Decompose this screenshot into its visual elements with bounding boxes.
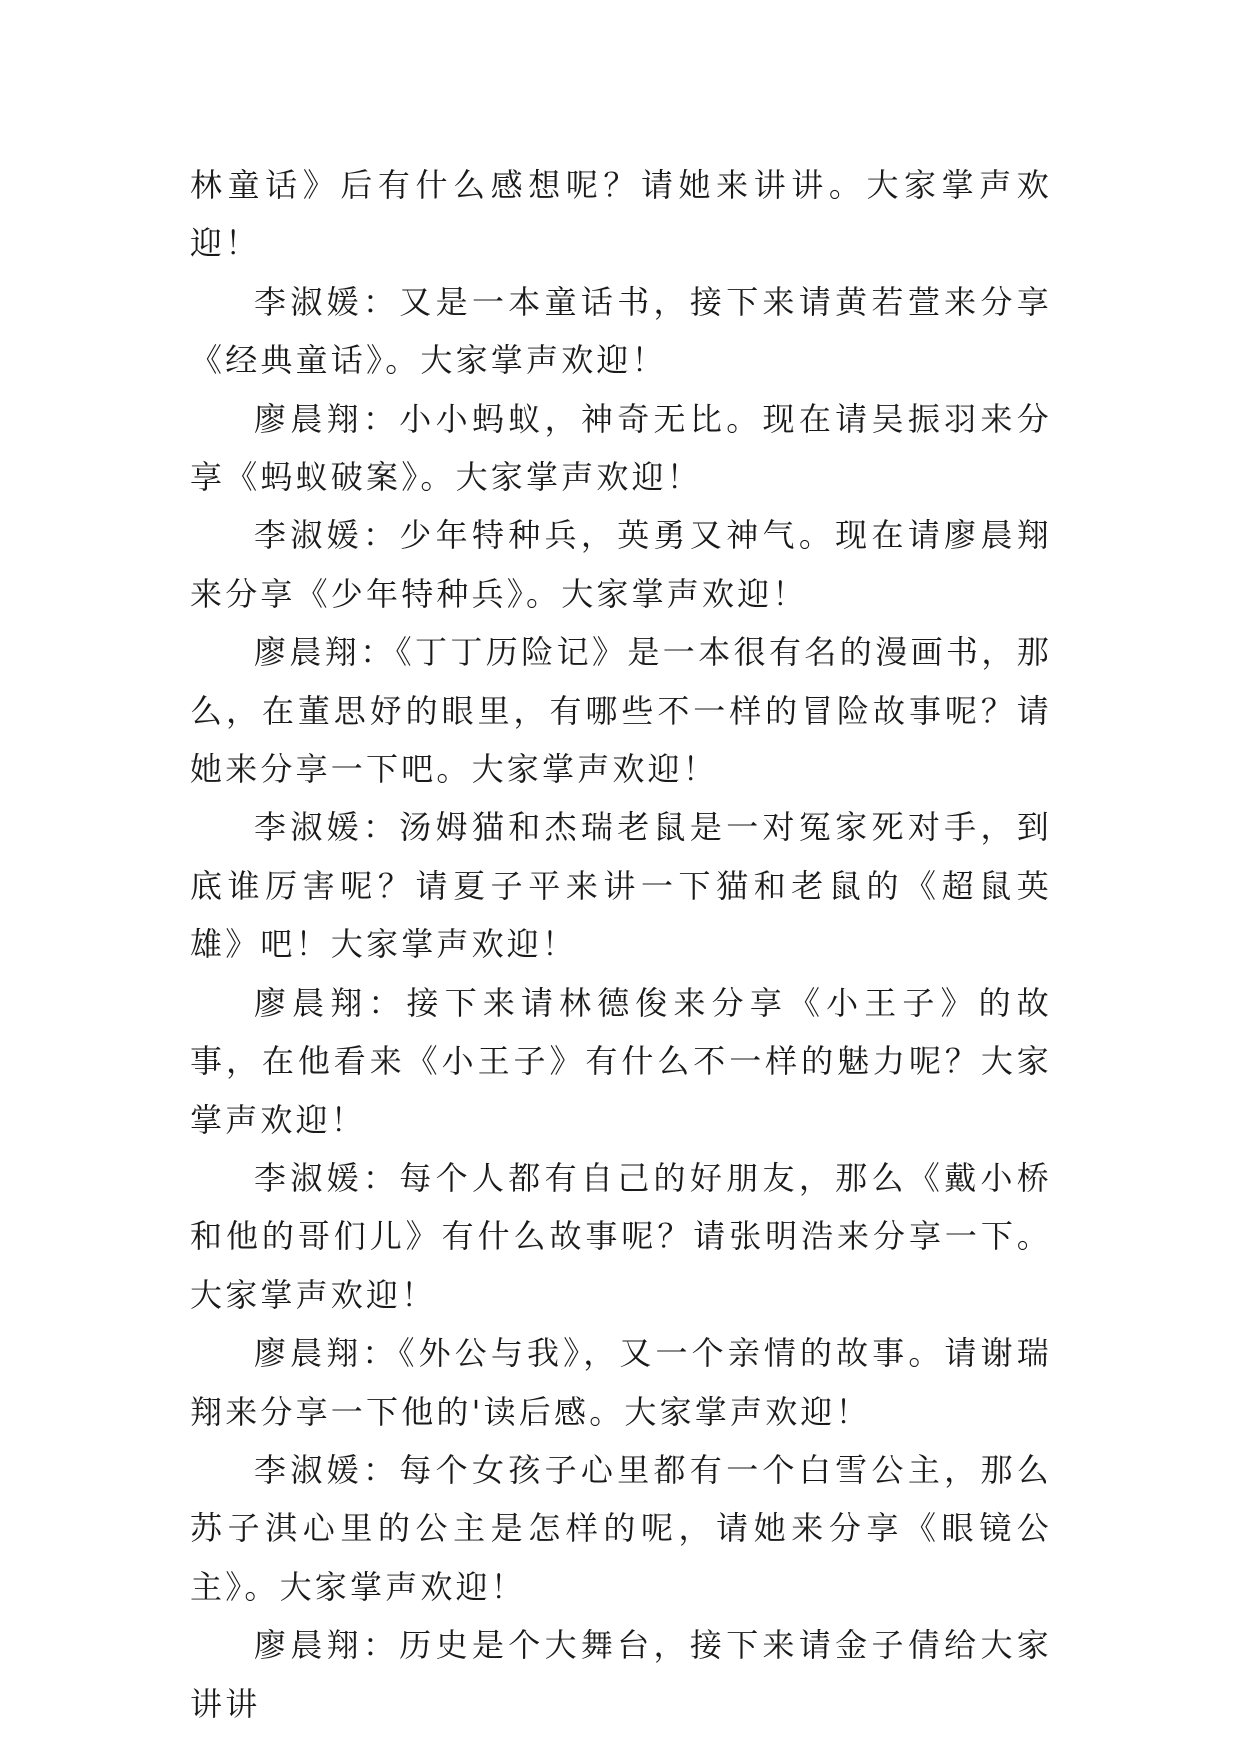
paragraph: 廖晨翔：《外公与我》，又一个亲情的故事。请谢瑞翔来分享一下他的'读后感。大家掌声欢迎！ xyxy=(190,1334,1052,1431)
paragraph: 李淑媛：少年特种兵，英勇又神气。现在请廖晨翔来分享《少年特种兵》。大家掌声欢迎！ xyxy=(190,516,1052,613)
paragraph: 廖晨翔：历史是个大舞台，接下来请金子倩给大家讲讲 xyxy=(190,1626,1052,1723)
document-body xyxy=(190,156,1052,1733)
paragraph: 李淑媛：每个人都有自己的好朋友，那么《戴小桥和他的哥们儿》有什么故事呢？请张明浩来分享一下。大家掌声欢迎！ xyxy=(190,1158,1052,1314)
paragraph: 李淑媛：又是一本童话书，接下来请黄若萱来分享《经典童话》。大家掌声欢迎！ xyxy=(190,282,1052,380)
paragraph-continued: 林童话》后有什么感想呢？请她来讲讲。大家掌声欢迎！ xyxy=(190,166,1052,263)
paragraph: 廖晨翔：《丁丁历险记》是一本很有名的漫画书，那么，在董思妤的眼里，有哪些不一样的冒险故事呢？请她来分享一下吧。大家掌声欢迎！ xyxy=(190,633,1052,789)
paragraph: 廖晨翔：接下来请林德俊来分享《小王子》的故事，在他看来《小王子》有什么不一样的魅力呢？大家掌声欢迎！ xyxy=(190,983,1052,1139)
paragraph: 李淑媛：每个女孩子心里都有一个白雪公主，那么苏子淇心里的公主是怎样的呢，请她来分享《眼镜公主》。大家掌声欢迎！ xyxy=(190,1450,1052,1606)
paragraph: 廖晨翔：小小蚂蚁，神奇无比。现在请吴振羽来分享《蚂蚁破案》。大家掌声欢迎！ xyxy=(190,399,1052,497)
paragraph: 李淑媛：汤姆猫和杰瑞老鼠是一对冤家死对手，到底谁厉害呢？请夏子平来讲一下猫和老鼠的《超鼠英雄》吧！大家掌声欢迎！ xyxy=(190,808,1052,964)
